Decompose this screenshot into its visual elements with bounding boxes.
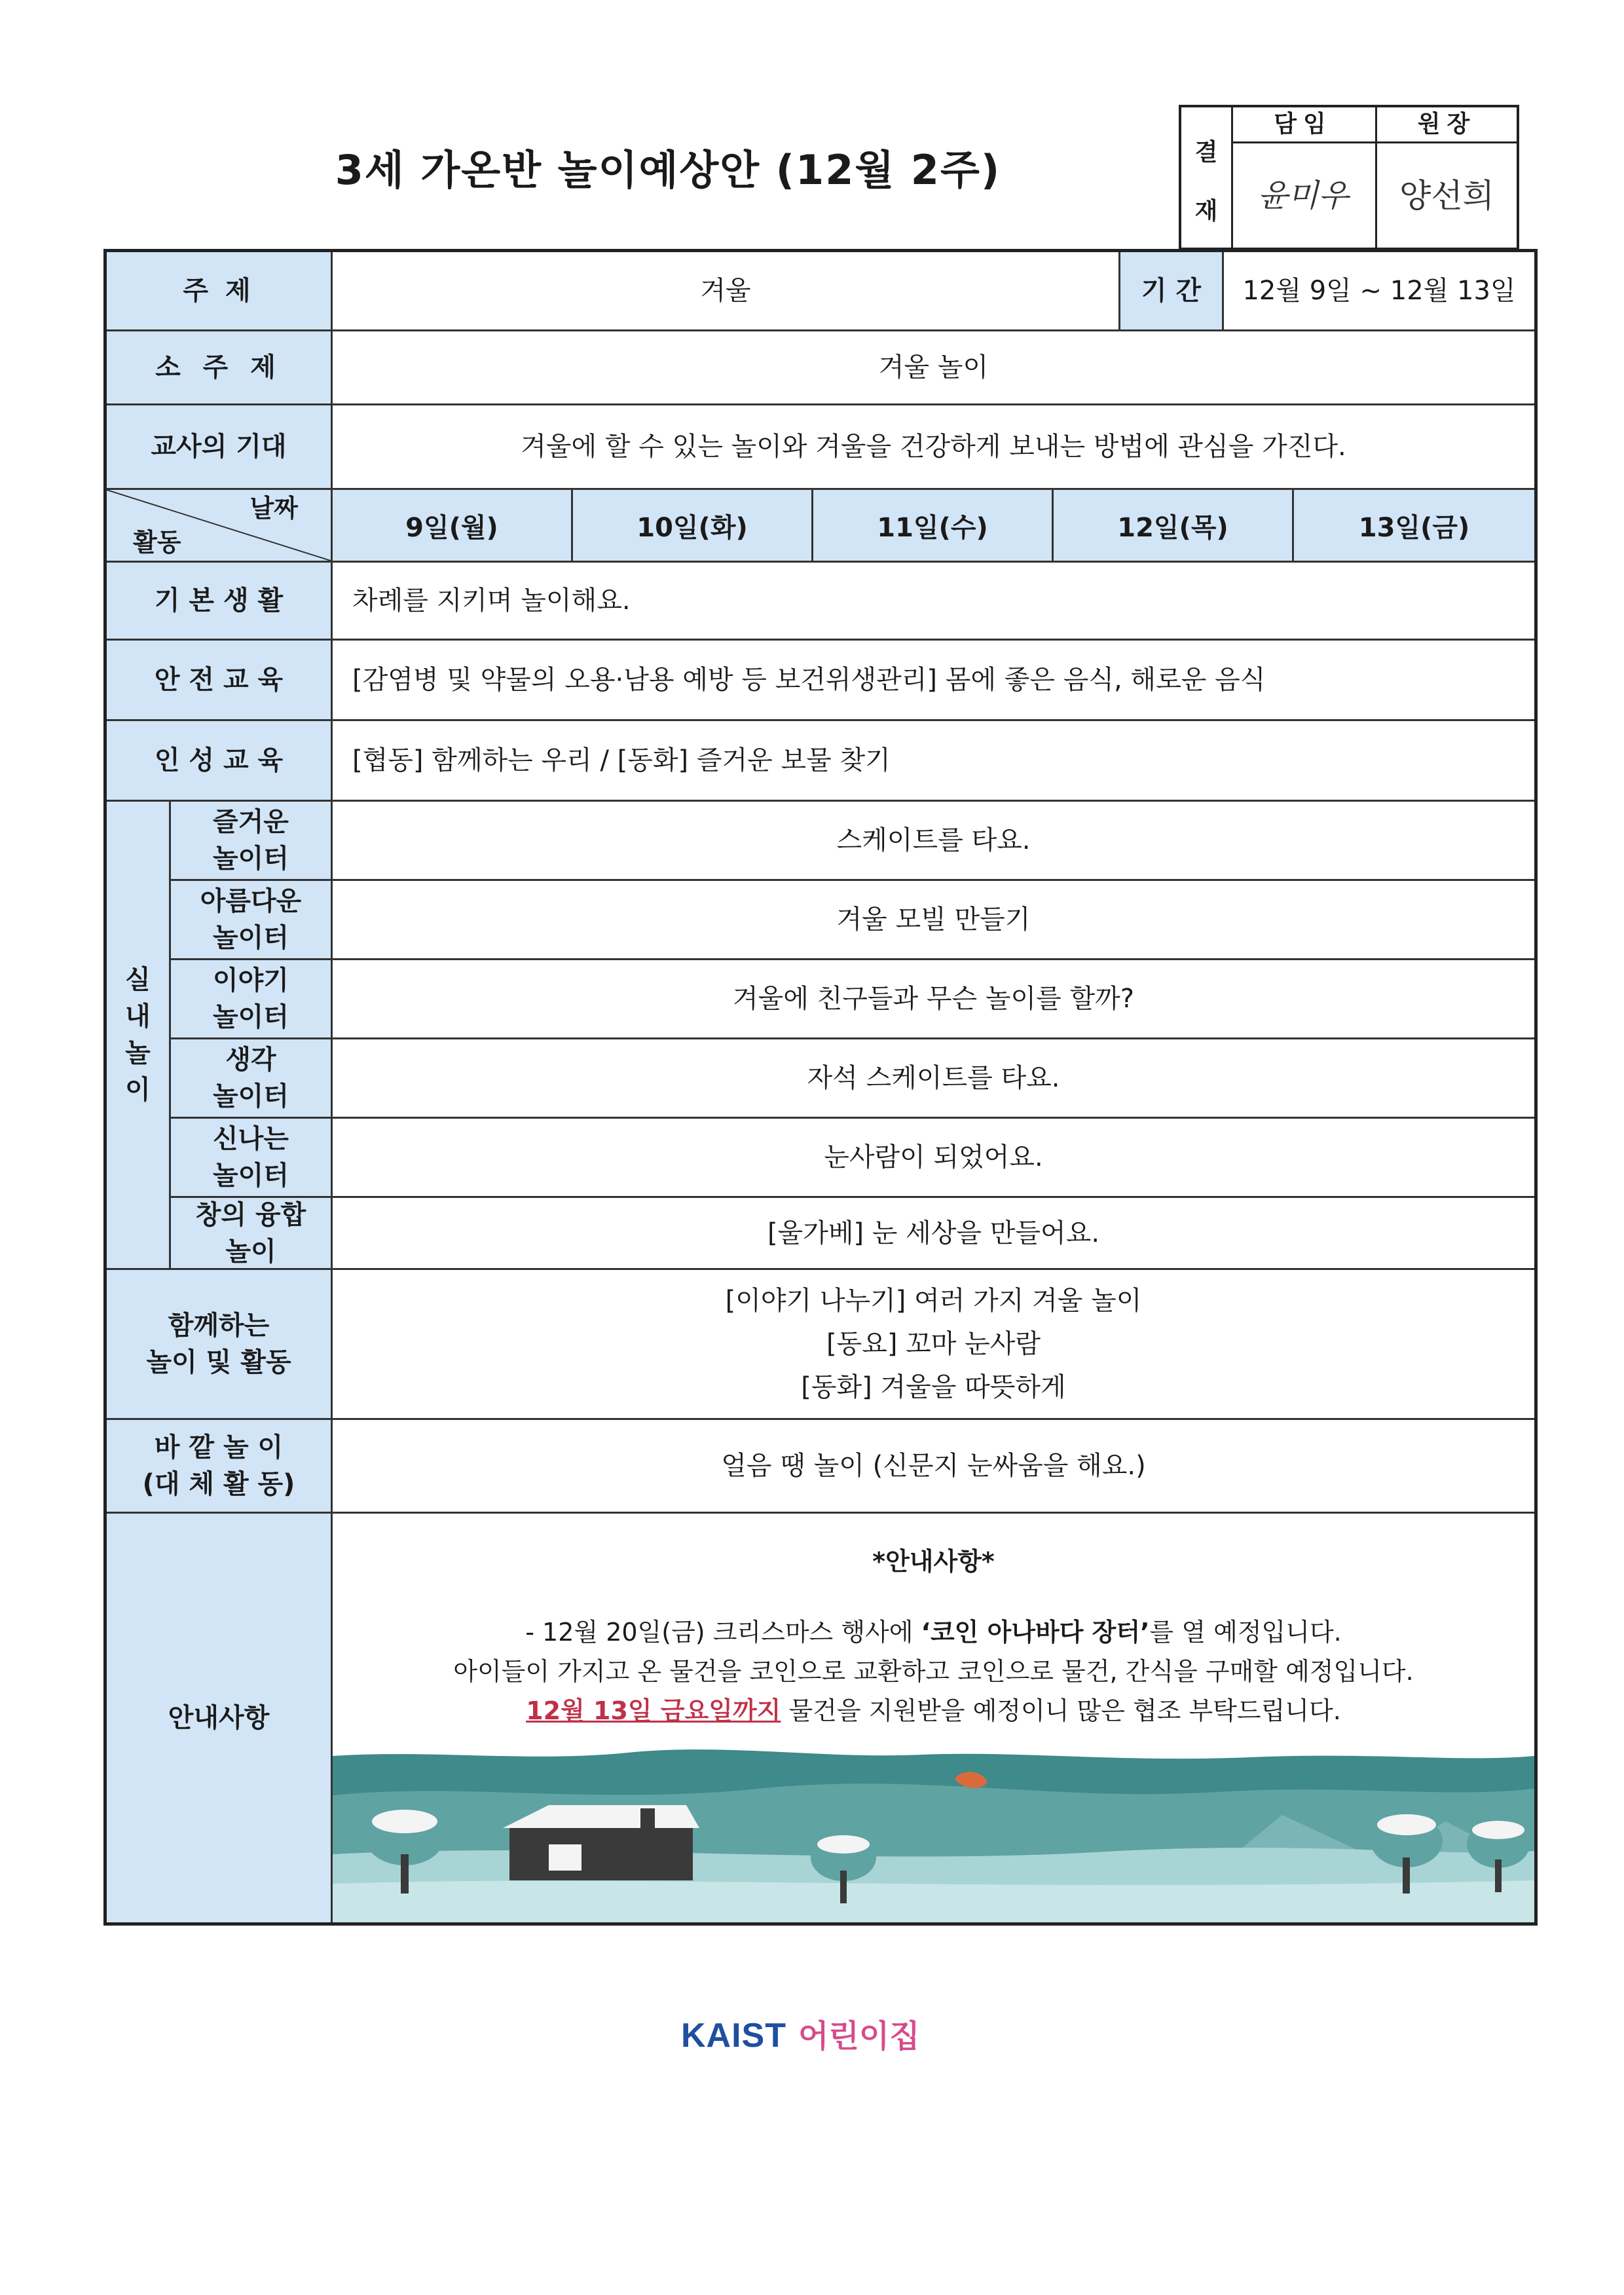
safety-label: 안 전 교 육 [107,641,331,719]
notice-deadline: 12월 13일 금요일까지 [526,1696,781,1725]
safety-value: [감염병 및 약물의 오용·남용 예방 등 보건위생관리] 몸에 좋은 음식, 해로운 음식 [352,665,1266,695]
day-header-4: 12일(목) [1054,490,1292,561]
together-list [333,1270,1534,1418]
character-label: 인 성 교 육 [107,721,331,800]
approval-header-director: 원장 [1377,107,1517,143]
notice-line-1-bold: ‘코인 아나바다 장터’ [921,1618,1150,1647]
plan-table [103,249,1538,1926]
approval-label-top: 결 [1194,139,1218,166]
together-label: 함께하는 놀이 및 활동 [107,1270,331,1418]
zone-value-fun: 스케이트를 타요. [836,825,1031,855]
logo-daycare-text: 어린이집 [798,2018,920,2055]
zone-value-story: 겨울에 친구들과 무슨 놀이를 할까? [732,984,1135,1014]
basic-life-label: 기 본 생 활 [107,563,331,639]
kaist-daycare-logo [681,2011,943,2063]
director-signature: 양선희 [1399,177,1494,215]
notice-label: 안내사항 [107,1514,331,1922]
indoor-play-label: 실 내 놀 이 [107,802,169,1268]
zone-value-beautiful: 겨울 모빌 만들기 [836,905,1031,935]
expectation-label: 교사의 기대 [107,405,331,488]
outdoor-value: 얼음 땡 놀이 (신문지 눈싸움을 해요.) [721,1451,1146,1481]
expectation-value: 겨울에 할 수 있는 놀이와 겨울을 건강하게 보내는 방법에 관심을 가진다. [521,432,1346,462]
approval-header-teacher: 담임 [1231,107,1375,143]
zone-value-thinking: 자석 스케이트를 타요. [807,1063,1060,1093]
outdoor-label: 바 깥 놀 이 (대 체 활 동) [107,1420,331,1512]
together-line-2: [동요] 꼬마 눈사람 [826,1329,1041,1359]
teacher-signature: 윤미우 [1257,177,1349,214]
zone-value-exciting: 눈사람이 되었어요. [824,1142,1043,1172]
page-title: 3세 가온반 놀이예상안 (12월 2주) [335,146,1001,194]
together-line-1: [이야기 나누기] 여러 가지 겨울 놀이 [725,1286,1142,1316]
zone-label-exciting: 신나는 놀이터 [171,1119,331,1196]
zone-label-creative: 창의 융합 놀이 [171,1198,331,1268]
notice-line-1 [333,1612,1534,1648]
theme-label: 주 제 [107,252,331,329]
date-corner-label: 날짜 [249,494,298,523]
zone-label-thinking: 생각 놀이터 [171,1039,331,1117]
notice-line-3 [333,1690,1534,1726]
notice-line-2: 아이들이 가지고 온 물건을 코인으로 교환하고 코인으로 물건, 간식을 구매할 예정입니다. [453,1657,1414,1686]
snowy-house-icon [503,1805,699,1880]
zone-value-creative: [울가베] 눈 세상을 만들어요. [767,1218,1100,1248]
period-label: 기 간 [1120,252,1222,329]
day-header-1: 9일(월) [333,490,571,561]
notice-line-1-post: 를 열 예정입니다. [1149,1618,1342,1647]
day-header-3: 11일(수) [813,490,1052,561]
subtheme-label: 소 주 제 [107,331,331,403]
winter-landscape-illustration [333,1743,1534,1922]
notice-heading: *안내사항* [872,1547,995,1576]
subtheme-value: 겨울 놀이 [878,352,989,382]
period-value: 12월 9일 ~ 12월 13일 [1242,276,1516,306]
zone-label-beautiful: 아름다운 놀이터 [171,881,331,958]
day-header-2: 10일(화) [573,490,811,561]
notice-line-3-post: 물건을 지원받을 예정이니 많은 협조 부탁드립니다. [781,1696,1341,1725]
logo-kaist-text: KAIST [681,2017,786,2055]
together-line-3: [동화] 겨울을 따뜻하게 [801,1372,1066,1402]
zone-label-story: 이야기 놀이터 [171,960,331,1037]
day-header-5: 13일(금) [1294,490,1534,561]
approval-label-column [1181,107,1233,248]
approval-box [1179,105,1519,250]
theme-value: 겨울 [700,276,751,306]
notice-content [333,1514,1534,1922]
character-value: [협동] 함께하는 우리 / [동화] 즐거운 보물 찾기 [352,745,891,775]
activity-date-header [107,490,331,561]
basic-life-value: 차례를 지키며 놀이해요. [352,586,631,616]
zone-label-fun: 즐거운 놀이터 [171,802,331,879]
activity-corner-label: 활동 [133,528,181,557]
approval-label-bottom: 재 [1194,198,1218,225]
notice-line-1-pre: - 12월 20일(금) 크리스마스 행사에 [525,1618,921,1647]
